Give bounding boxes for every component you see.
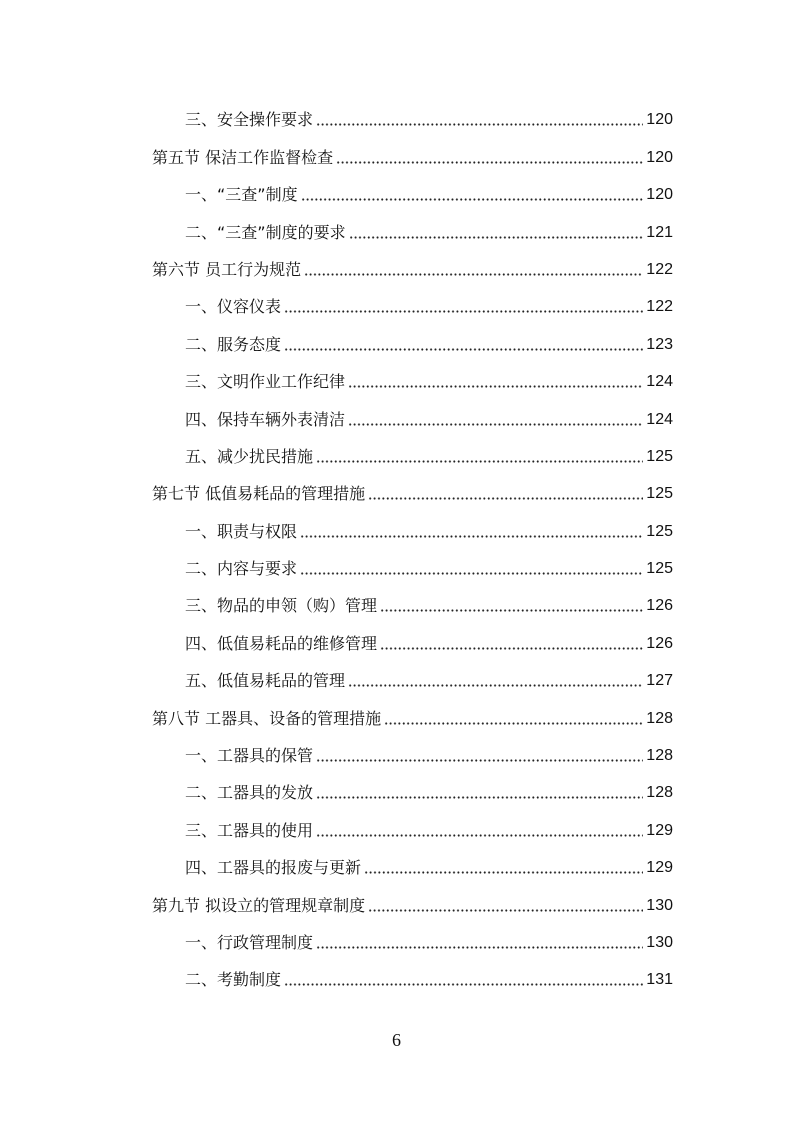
toc-entry-page: 125 (646, 447, 673, 465)
toc-subsection-entry[interactable] (152, 438, 673, 475)
toc-entry-title: 一、行政管理制度 (185, 932, 314, 952)
dot-leader (300, 535, 643, 538)
toc-entry-title: 四、低值易耗品的维修管理 (185, 633, 378, 653)
toc-entry-page: 126 (646, 597, 673, 615)
toc-subsection-entry[interactable] (152, 176, 673, 213)
toc-section-entry[interactable] (152, 138, 673, 175)
toc-entry-title: 二、“三查”制度的要求 (185, 222, 346, 242)
toc-entry-page: 120 (646, 111, 673, 129)
dot-leader (316, 759, 643, 762)
toc-entry-page: 128 (646, 747, 673, 765)
toc-entry-title: 三、文明作业工作纪律 (185, 372, 346, 392)
toc-entry-page: 130 (646, 896, 673, 914)
toc-entry-title: 第九节 拟设立的管理规章制度 (152, 895, 366, 915)
dot-leader (349, 236, 644, 239)
toc-entry-page: 128 (646, 709, 673, 727)
toc-entry-page: 120 (646, 148, 673, 166)
dot-leader (300, 572, 643, 575)
dot-leader (316, 796, 643, 799)
toc-subsection-entry[interactable] (152, 774, 673, 811)
toc-subsection-entry[interactable] (152, 101, 673, 138)
dot-leader (316, 946, 643, 949)
toc-subsection-entry[interactable] (152, 849, 673, 886)
toc-subsection-entry[interactable] (152, 512, 673, 549)
toc-section-entry[interactable] (152, 886, 673, 923)
dot-leader (336, 161, 643, 164)
table-of-contents (152, 101, 673, 998)
toc-section-entry[interactable] (152, 699, 673, 736)
dot-leader (348, 385, 643, 388)
dot-leader (380, 609, 643, 612)
toc-subsection-entry[interactable] (152, 737, 673, 774)
toc-entry-title: 第七节 低值易耗品的管理措施 (152, 484, 366, 504)
dot-leader (304, 273, 643, 276)
toc-entry-page: 129 (646, 859, 673, 877)
toc-subsection-entry[interactable] (152, 924, 673, 961)
page-number: 6 (392, 1030, 401, 1050)
toc-entry-title: 五、减少扰民措施 (185, 446, 314, 466)
dot-leader (301, 198, 644, 201)
dot-leader (284, 983, 643, 986)
toc-section-entry[interactable] (152, 251, 673, 288)
toc-entry-page: 127 (646, 672, 673, 690)
toc-entry-title: 四、保持车辆外表清洁 (185, 409, 346, 429)
toc-entry-page: 125 (646, 485, 673, 503)
toc-entry-title: 一、工器具的保管 (185, 746, 314, 766)
dot-leader (380, 647, 643, 650)
toc-entry-page: 120 (646, 186, 673, 204)
toc-entry-title: 三、工器具的使用 (185, 820, 314, 840)
toc-subsection-entry[interactable] (152, 400, 673, 437)
toc-entry-page: 121 (646, 223, 673, 241)
toc-entry-page: 124 (646, 410, 673, 428)
toc-entry-page: 128 (646, 784, 673, 802)
toc-entry-page: 122 (646, 260, 673, 278)
toc-entry-title: 第五节 保洁工作监督检查 (152, 147, 334, 167)
toc-entry-title: 二、内容与要求 (185, 559, 298, 579)
dot-leader (368, 497, 643, 500)
dot-leader (348, 684, 643, 687)
toc-entry-title: 四、工器具的报废与更新 (185, 858, 362, 878)
dot-leader (348, 423, 643, 426)
toc-entry-page: 126 (646, 634, 673, 652)
toc-entry-title: 二、考勤制度 (185, 970, 282, 990)
toc-subsection-entry[interactable] (152, 587, 673, 624)
toc-entry-title: 一、仪容仪表 (185, 297, 282, 317)
toc-entry-page: 123 (646, 335, 673, 353)
dot-leader (316, 460, 643, 463)
toc-entry-page: 125 (646, 560, 673, 578)
toc-entry-page: 122 (646, 298, 673, 316)
dot-leader (364, 871, 643, 874)
dot-leader (284, 348, 643, 351)
toc-subsection-entry[interactable] (152, 961, 673, 998)
dot-leader (384, 722, 643, 725)
toc-subsection-entry[interactable] (152, 288, 673, 325)
toc-entry-title: 第六节 员工行为规范 (152, 259, 302, 279)
toc-subsection-entry[interactable] (152, 363, 673, 400)
toc-entry-title: 一、职责与权限 (185, 521, 298, 541)
toc-entry-title: 二、工器具的发放 (185, 783, 314, 803)
toc-subsection-entry[interactable] (152, 550, 673, 587)
dot-leader (284, 310, 643, 313)
toc-entry-title: 第八节 工器具、设备的管理措施 (152, 708, 382, 728)
dot-leader (316, 123, 643, 126)
toc-entry-title: 二、服务态度 (185, 334, 282, 354)
toc-entry-title: 三、物品的申领（购）管理 (185, 596, 378, 616)
toc-subsection-entry[interactable] (152, 213, 673, 250)
toc-subsection-entry[interactable] (152, 811, 673, 848)
toc-entry-page: 131 (646, 971, 673, 989)
toc-entry-page: 129 (646, 821, 673, 839)
toc-entry-title: 三、安全操作要求 (185, 110, 314, 130)
dot-leader (368, 909, 643, 912)
toc-subsection-entry[interactable] (152, 325, 673, 362)
toc-subsection-entry[interactable] (152, 624, 673, 661)
toc-entry-page: 125 (646, 522, 673, 540)
toc-entry-page: 130 (646, 933, 673, 951)
dot-leader (316, 834, 643, 837)
toc-entry-page: 124 (646, 373, 673, 391)
toc-subsection-entry[interactable] (152, 662, 673, 699)
toc-section-entry[interactable] (152, 475, 673, 512)
toc-entry-title: 一、“三查”制度 (185, 185, 298, 205)
toc-entry-title: 五、低值易耗品的管理 (185, 671, 346, 691)
